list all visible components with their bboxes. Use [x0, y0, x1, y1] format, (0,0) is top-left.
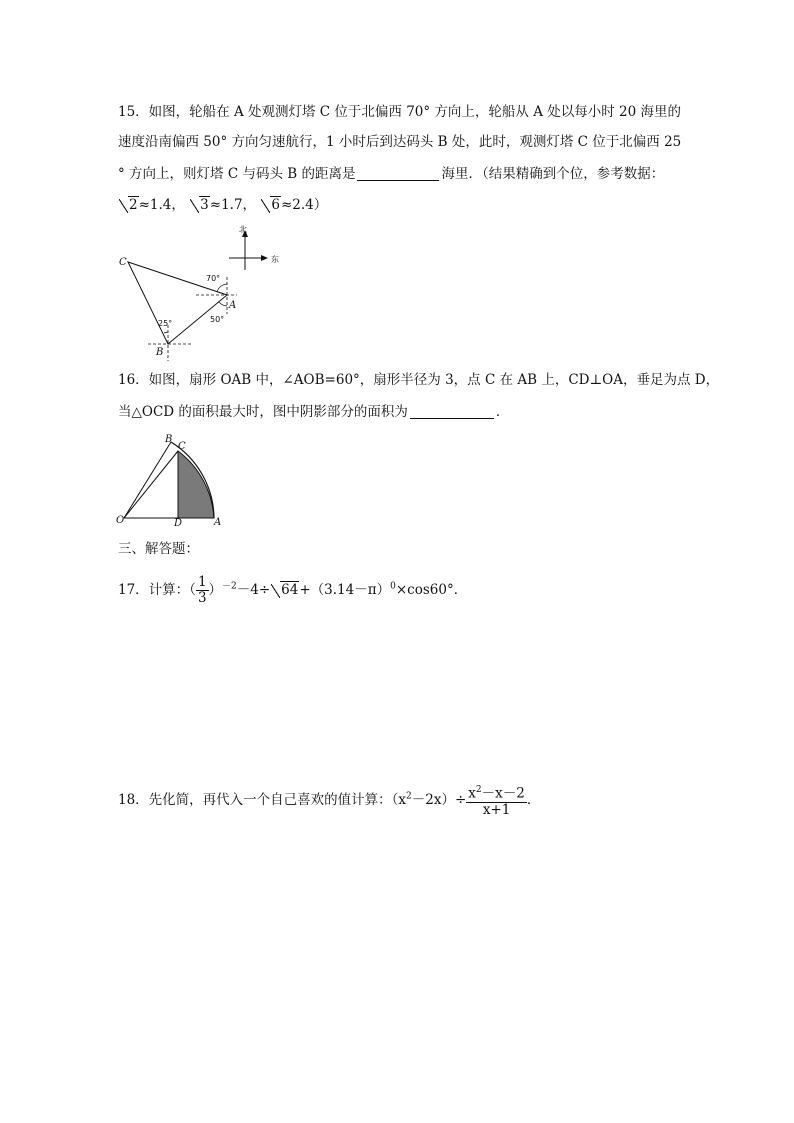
label-25: 25° [158, 319, 173, 328]
label-north: 北 [239, 225, 247, 234]
q16-line1: 16．如图，扇形 OAB 中，∠AOB=60°，扇形半径为 3，点 C 在 AB 上，CD⊥OA，垂足为点 D， [118, 372, 720, 388]
q15-reference-data [118, 195, 327, 215]
q16-answer-blank[interactable] [410, 404, 494, 419]
label-b: B [156, 347, 164, 358]
sqrt-3: 3 [190, 195, 210, 215]
label-east: 东 [271, 255, 279, 264]
q17-end: ×cos60°． [395, 582, 468, 598]
q16-line2-pre: 当△OCD 的面积最大时，图中阴影部分的面积为 [118, 404, 408, 420]
label-c: C [119, 257, 127, 268]
q18-end: ． [526, 791, 541, 808]
q17-after: －4÷ [236, 582, 271, 598]
label-70: 70° [206, 274, 221, 283]
ref3-value: ≈2.4） [280, 197, 328, 213]
q17-expression [118, 575, 467, 606]
q15-line3 [118, 164, 664, 184]
q18-exponent: 2 [406, 791, 412, 802]
q15-line2: 速度沿南偏西 50° 方向匀速航行，1 小时后到达码头 B 处，此时，观测灯塔 C 位于北偏西 25 [118, 134, 682, 150]
sqrt-2: 2 [119, 195, 139, 215]
label-b: B [165, 434, 173, 445]
q15-figure [112, 222, 287, 364]
label-a: A [214, 517, 222, 528]
segment-oc [124, 451, 178, 518]
q17-tail: +（3.14－π） [299, 582, 391, 598]
arc-25 [164, 332, 168, 333]
label-c: C [178, 441, 186, 452]
sqrt-64: 64 [271, 580, 299, 600]
q17-mid: ） [208, 582, 223, 598]
label-a: A [229, 300, 237, 311]
shaded-region [178, 451, 214, 518]
arc-70 [217, 284, 227, 292]
ref1-value: ≈1.4， [138, 197, 185, 213]
q15-line3-pre: ° 方向上，则灯塔 C 与码头 B 的距离是 [118, 166, 356, 182]
q16-figure [116, 432, 226, 528]
q18-expression [118, 783, 540, 818]
radius-ob [124, 442, 171, 518]
label-d: D [174, 518, 183, 528]
label-o: O [116, 515, 125, 526]
east-arrow-icon [261, 255, 268, 261]
q15-answer-blank[interactable] [357, 166, 439, 181]
q16-line2-post: ． [495, 404, 510, 420]
q17-prefix: 17．计算：（ [118, 582, 196, 598]
arc-50 [219, 302, 227, 306]
sqrt-6: 6 [261, 195, 281, 215]
q18-fraction: $\frac{x^2-x-2}{x+1}$ [468, 785, 525, 818]
q15-line3-post: 海里．（结果精确到个位，参考数据： [441, 166, 665, 182]
section3-heading: 三、解答题： [118, 541, 199, 557]
q17-fraction: $\frac{1}{3}$ [197, 574, 207, 606]
q15-line1: 15．如图，轮船在 A 处观测灯塔 C 位于北偏西 70° 方向上，轮船从 A 处以每小时 20 海里的 [118, 104, 682, 120]
label-50: 50° [210, 315, 225, 324]
ref2-value: ≈1.7， [209, 197, 257, 213]
q18-mid: －2x）÷ [411, 791, 467, 808]
q18-prefix: 18．先化简，再代入一个自己喜欢的值计算：（x [118, 791, 407, 808]
q17-exponent-zero: 0 [390, 581, 396, 592]
q17-exponent: －2 [222, 581, 237, 592]
q16-line2 [118, 402, 509, 422]
